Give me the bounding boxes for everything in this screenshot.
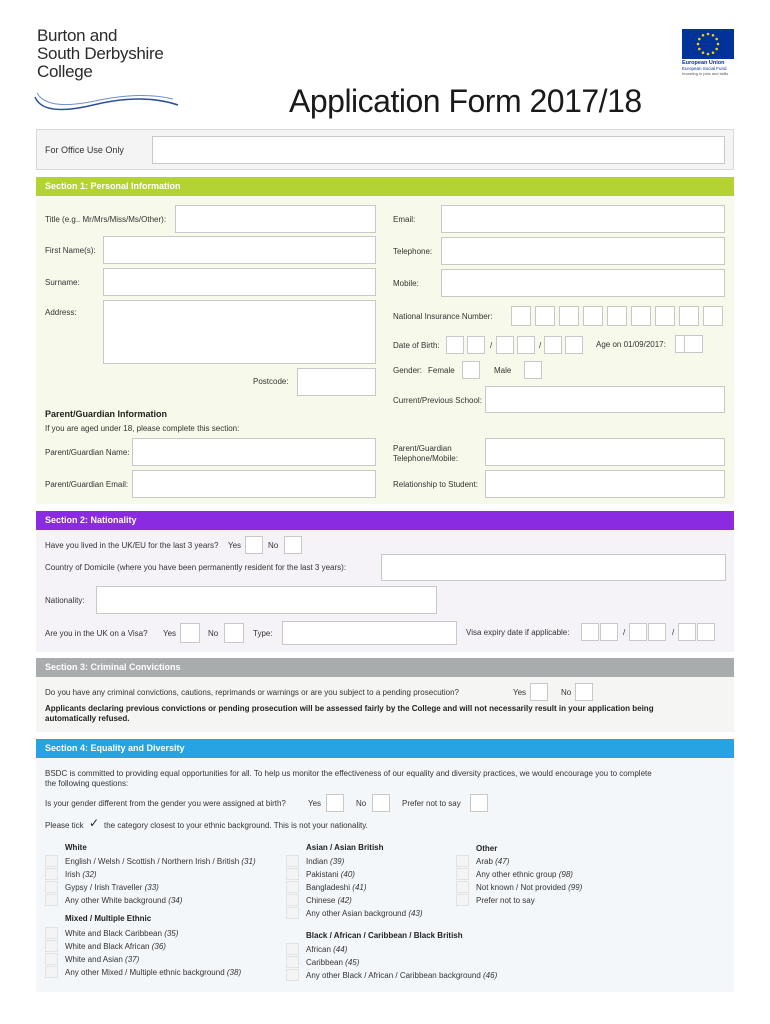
ethnicity-checkbox[interactable] — [45, 927, 58, 939]
ethnicity-option-label — [65, 968, 241, 977]
parent-name-label: Parent/Guardian Name: — [45, 448, 130, 457]
visa-question: Are you in the UK on a Visa? — [45, 629, 148, 638]
mobile-label: Mobile: — [393, 279, 419, 288]
ni-number-label: National Insurance Number: — [393, 312, 493, 321]
dob-year-2[interactable] — [565, 336, 583, 354]
ethnicity-option-code: (99) — [568, 883, 583, 892]
eu-fund: European Social Fund — [682, 66, 727, 71]
ni-box[interactable] — [679, 306, 699, 326]
gender-label: Gender: — [393, 366, 422, 375]
college-name-line3: College — [37, 62, 93, 81]
ethnicity-option-code: (44) — [333, 945, 348, 954]
ethnicity-option-code: (32) — [82, 870, 97, 879]
ethnicity-option-label — [476, 896, 535, 905]
ethnicity-option-text: Any other Asian background — [306, 909, 407, 918]
parent-note: If you are aged under 18, please complete this section: — [45, 424, 240, 433]
ni-box[interactable] — [655, 306, 675, 326]
relationship-label: Relationship to Student: — [393, 480, 478, 489]
mobile-field[interactable] — [441, 269, 725, 297]
visa-day-1[interactable] — [581, 623, 599, 641]
ethnicity-option-text: English / Welsh / Scottish / Northern Irish / British — [65, 857, 240, 866]
black-heading: Black / African / Caribbean / Black British — [306, 931, 463, 940]
ethnicity-option-label — [306, 870, 355, 879]
criminal-question: Do you have any criminal convictions, cautions, reprimands or warnings or are you subject to a pending prosecution? — [45, 688, 459, 697]
ethnicity-checkbox[interactable] — [286, 868, 299, 880]
ethnicity-option-text: Caribbean — [306, 958, 343, 967]
ethnicity-option-label — [306, 945, 347, 954]
section2-header: Section 2: Nationality — [36, 511, 734, 530]
ethnicity-option-text: Indian — [306, 857, 328, 866]
page-title: Application Form 2017/18 — [289, 83, 642, 119]
ethnicity-checkbox[interactable] — [286, 881, 299, 893]
ethnicity-checkbox[interactable] — [286, 943, 299, 955]
visa-type-field[interactable] — [282, 621, 457, 645]
other-heading: Other — [476, 844, 498, 853]
section3-header: Section 3: Criminal Convictions — [36, 658, 734, 677]
criminal-note-line1: Applicants declaring previous convictions or pending prosecution will be assessed fairly by the College and will not necessarily result in your application being — [45, 704, 654, 713]
lived-no-label: No — [268, 541, 279, 550]
visa-slash-2: / — [672, 628, 675, 637]
ethnicity-option-label — [65, 942, 166, 951]
ethnicity-option-label — [65, 955, 139, 964]
gender-identity-yes-label: Yes — [308, 799, 322, 808]
ethnicity-option-label — [65, 929, 178, 938]
visa-month-1[interactable] — [629, 623, 647, 641]
lived-no-box[interactable] — [284, 536, 302, 554]
parent-tel-label-1: Parent/Guardian — [393, 444, 452, 453]
ethnicity-option-text: Chinese — [306, 896, 336, 905]
ethnicity-checkbox[interactable] — [286, 855, 299, 867]
white-heading: White — [65, 843, 87, 852]
visa-slash-1: / — [623, 628, 626, 637]
school-field[interactable] — [485, 386, 725, 413]
ethnicity-checkbox[interactable] — [45, 894, 58, 906]
address-label: Address: — [45, 308, 77, 317]
age-box-2[interactable] — [684, 335, 703, 353]
ethnicity-option-code: (34) — [168, 896, 183, 905]
postcode-label: Postcode: — [253, 377, 289, 386]
nationality-label: Nationality: — [45, 596, 85, 605]
domicile-field[interactable] — [381, 554, 726, 581]
telephone-label: Telephone: — [393, 247, 433, 256]
ethnicity-checkbox[interactable] — [45, 953, 58, 965]
ethnicity-option-label — [306, 971, 497, 980]
title-field[interactable] — [175, 205, 376, 233]
gender-identity-no-label: No — [356, 799, 367, 808]
ethnicity-checkbox[interactable] — [456, 855, 469, 867]
ethnicity-option-code: (40) — [340, 870, 355, 879]
ethnicity-option-code: (36) — [151, 942, 166, 951]
title-label: Title (e.g.. Mr/Mrs/Miss/Ms/Other): — [45, 215, 167, 224]
criminal-no-label: No — [561, 688, 572, 697]
ni-box[interactable] — [607, 306, 627, 326]
ethnicity-checkbox[interactable] — [45, 940, 58, 952]
ni-box[interactable] — [559, 306, 579, 326]
ethnicity-option-label — [306, 909, 423, 918]
ni-box[interactable] — [631, 306, 651, 326]
ethnicity-checkbox[interactable] — [45, 881, 58, 893]
criminal-note-line2: automatically refused. — [45, 714, 130, 723]
ethnicity-option-label — [476, 870, 573, 879]
ethnicity-option-text: Any other White background — [65, 896, 166, 905]
ethnicity-option-code: (43) — [408, 909, 423, 918]
visa-expiry-label: Visa expiry date if applicable: — [466, 628, 570, 637]
email-label: Email: — [393, 215, 416, 224]
parent-name-field[interactable] — [132, 438, 376, 466]
ethnicity-option-text: White and Black African — [65, 942, 150, 951]
logo-swoosh-icon — [33, 75, 193, 115]
parent-heading: Parent/Guardian Information — [45, 409, 168, 419]
ethnicity-option-label — [476, 883, 582, 892]
address-field[interactable] — [103, 300, 376, 364]
parent-tel-field[interactable] — [485, 438, 725, 466]
gender-identity-yes-box[interactable] — [326, 794, 344, 812]
gender-female-label: Female — [428, 366, 455, 375]
gender-identity-prefer-label: Prefer not to say — [402, 799, 461, 808]
ethnicity-option-code: (47) — [495, 857, 510, 866]
eu-flag-icon — [682, 29, 734, 59]
ethnicity-option-text: Irish — [65, 870, 81, 879]
lived-yes-label: Yes — [228, 541, 242, 550]
ethnicity-option-label — [65, 896, 182, 905]
ethnicity-option-text: Any other Black / African / Caribbean background — [306, 971, 481, 980]
ethnicity-option-text: Any other ethnic group — [476, 870, 557, 879]
postcode-field[interactable] — [297, 368, 376, 396]
ethnicity-option-label — [306, 958, 359, 967]
visa-yes-label: Yes — [163, 629, 177, 638]
ethnicity-option-text: Not known / Not provided — [476, 883, 566, 892]
dob-slash-2: / — [539, 341, 542, 350]
ethnicity-option-code: (38) — [226, 968, 242, 977]
telephone-field[interactable] — [441, 237, 725, 265]
ethnicity-option-code: (98) — [558, 870, 573, 879]
ethnicity-option-text: White and Asian — [65, 955, 123, 964]
parent-email-field[interactable] — [132, 470, 376, 498]
ethnicity-option-code: (35) — [164, 929, 179, 938]
ethnicity-checkbox[interactable] — [286, 969, 299, 981]
criminal-yes-box[interactable] — [530, 683, 548, 701]
ethnicity-checkbox[interactable] — [286, 956, 299, 968]
surname-label: Surname: — [45, 278, 80, 287]
visa-yes-box[interactable] — [180, 623, 200, 643]
eu-logo — [682, 29, 734, 77]
ethnicity-option-text: Arab — [476, 857, 493, 866]
criminal-yes-label: Yes — [513, 688, 527, 697]
dob-slash-1: / — [490, 341, 493, 350]
nationality-field[interactable] — [96, 586, 437, 614]
gender-female-box[interactable] — [462, 361, 480, 379]
visa-no-label: No — [208, 629, 219, 638]
ethnicity-checkbox[interactable] — [456, 881, 469, 893]
ethnicity-option-code: (37) — [125, 955, 140, 964]
ethnicity-option-code: (45) — [345, 958, 360, 967]
ethnicity-option-label — [65, 870, 97, 879]
dob-year-1[interactable] — [544, 336, 562, 354]
lived-yes-box[interactable] — [245, 536, 263, 554]
relationship-field[interactable] — [485, 470, 725, 498]
college-name-line1: Burton and — [37, 26, 118, 45]
ethnicity-option-code: (31) — [241, 857, 256, 866]
ethnicity-checkbox[interactable] — [45, 855, 58, 867]
age-label: Age on 01/09/2017: — [596, 340, 666, 349]
college-name-line2: South Derbyshire — [37, 44, 164, 63]
section4-header: Section 4: Equality and Diversity — [36, 739, 734, 758]
criminal-no-box[interactable] — [575, 683, 593, 701]
parent-email-label: Parent/Guardian Email: — [45, 480, 129, 489]
ethnicity-option-label — [476, 857, 509, 866]
ethnicity-option-code: (46) — [483, 971, 498, 980]
ethnicity-checkbox[interactable] — [456, 868, 469, 880]
dob-month-2[interactable] — [517, 336, 535, 354]
visa-year-1[interactable] — [678, 623, 696, 641]
gender-male-label: Male — [494, 366, 512, 375]
section1-header: Section 1: Personal Information — [36, 177, 734, 196]
parent-tel-label-2: Telephone/Mobile: — [393, 454, 458, 463]
dob-month-1[interactable] — [496, 336, 514, 354]
ni-box[interactable] — [703, 306, 723, 326]
ethnicity-option-text: Gypsy / Irish Traveller — [65, 883, 143, 892]
visa-month-2[interactable] — [648, 623, 666, 641]
surname-field[interactable] — [103, 268, 376, 296]
college-logo — [37, 27, 197, 117]
tick-instruction-post: the category closest to your ethnic background. This is not your nationality. — [104, 821, 368, 830]
dob-day-2[interactable] — [467, 336, 485, 354]
ethnicity-option-code: (41) — [352, 883, 367, 892]
ethnicity-option-label — [65, 883, 159, 892]
visa-no-box[interactable] — [224, 623, 244, 643]
ethnicity-option-label — [306, 857, 344, 866]
equality-intro-line2: the following questions: — [45, 779, 129, 788]
ni-box[interactable] — [511, 306, 531, 326]
ethnicity-option-label — [306, 896, 352, 905]
gender-identity-prefer-box[interactable] — [470, 794, 488, 812]
ethnicity-option-text: White and Black Caribbean — [65, 929, 162, 938]
asian-heading: Asian / Asian British — [306, 843, 384, 852]
ethnicity-option-text: Pakistani — [306, 870, 339, 879]
first-name-field[interactable] — [103, 236, 376, 264]
ni-box[interactable] — [583, 306, 603, 326]
gender-identity-no-box[interactable] — [372, 794, 390, 812]
eu-tagline: Investing in jobs and skills — [682, 71, 729, 76]
dob-day-1[interactable] — [446, 336, 464, 354]
dob-label: Date of Birth: — [393, 341, 440, 350]
domicile-label: Country of Domicile (where you have been permanently resident for the last 3 years): — [45, 563, 347, 572]
ethnicity-option-text: Bangladeshi — [306, 883, 351, 892]
visa-day-2[interactable] — [600, 623, 618, 641]
ethnicity-option-text: African — [306, 945, 331, 954]
visa-year-2[interactable] — [697, 623, 715, 641]
ethnicity-option-label — [65, 857, 256, 866]
ethnicity-option-text: Any other Mixed / Multiple ethnic background — [65, 968, 225, 977]
ethnicity-option-code: (39) — [330, 857, 345, 866]
ethnicity-checkbox[interactable] — [45, 966, 58, 978]
gender-identity-question: Is your gender different from the gender you were assigned at birth? — [45, 799, 286, 808]
ethnicity-checkbox[interactable] — [286, 894, 299, 906]
school-label: Current/Previous School: — [393, 396, 482, 405]
ethnicity-option-code: (33) — [144, 883, 159, 892]
tick-instruction-pre: Please tick — [45, 821, 84, 830]
tick-symbol-icon: ✓ — [89, 816, 100, 830]
office-use-field[interactable] — [152, 136, 725, 164]
email-field[interactable] — [441, 205, 725, 233]
lived-question: Have you lived in the UK/EU for the last 3 years? — [45, 541, 219, 550]
eu-label: European Union — [682, 60, 725, 66]
first-name-label: First Name(s): — [45, 246, 96, 255]
ethnicity-checkbox[interactable] — [45, 868, 58, 880]
ethnicity-option-text: Prefer not to say — [476, 896, 535, 905]
mixed-heading: Mixed / Multiple Ethnic — [65, 914, 152, 923]
gender-male-box[interactable] — [524, 361, 542, 379]
ni-box[interactable] — [535, 306, 555, 326]
ethnicity-option-label — [306, 883, 367, 892]
equality-intro-line1: BSDC is committed to providing equal opportunities for all. To help us monitor the effectiveness of our equality and diversity practices, we would encourage you to complete — [45, 769, 652, 778]
ethnicity-option-code: (42) — [337, 896, 352, 905]
ethnicity-checkbox[interactable] — [286, 907, 299, 919]
visa-type-label: Type: — [253, 629, 273, 638]
office-use-label: For Office Use Only — [45, 145, 124, 155]
ethnicity-checkbox[interactable] — [456, 894, 469, 906]
